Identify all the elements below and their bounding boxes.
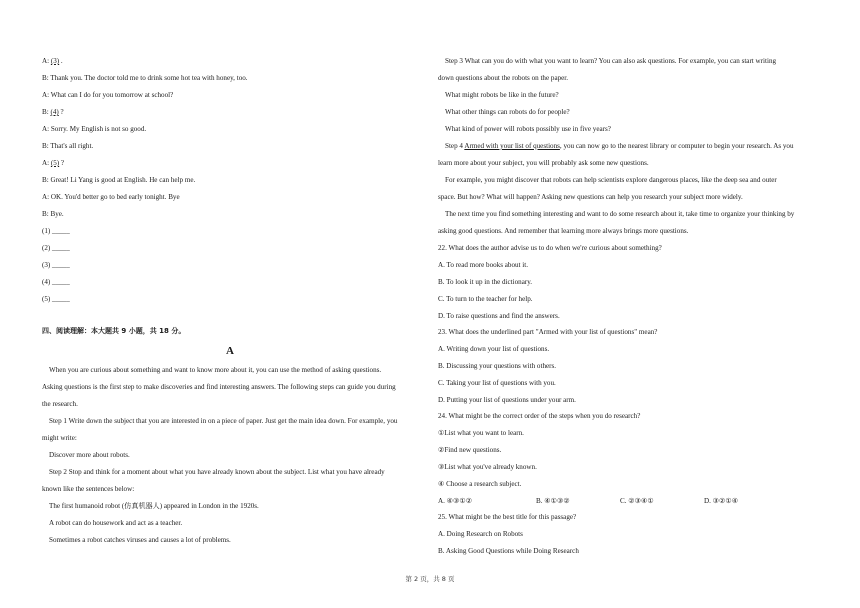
option[interactable]: A. Doing Research on Robots [438,530,523,538]
passage-line: the research. [42,400,78,408]
passage-line: What kind of power will robots possibly use in five years? [445,125,611,133]
step-item: ②Find new questions. [438,446,502,454]
step-item: ④ Choose a research subject. [438,480,522,488]
answer-blank[interactable]: (2) _____ [42,244,70,252]
passage-line: Sometimes a robot catches viruses and causes a lot of problems. [49,536,231,544]
dialogue-line: A: What can I do for you tomorrow at school? [42,91,174,99]
dialogue-line: A: (3) . [42,57,63,65]
answer-blank[interactable]: (5) _____ [42,295,70,303]
page-footer: 第 2 页，共 8 页 [405,575,455,583]
dialogue-line: B: Great! Li Yang is good at English. He can help me. [42,176,196,184]
question-24: 24. What might be the correct order of the steps when you do research? [438,412,641,420]
passage-line: When you are curious about something and want to know more about it, you can use the method of asking questions. [49,366,382,374]
passage-line: down questions about the robots on the paper. [438,74,569,82]
option[interactable]: C. Taking your list of questions with you. [438,379,556,387]
option[interactable]: D. ③②①④ [704,497,739,505]
option[interactable]: C. ②③④① [620,497,654,505]
question-22: 22. What does the author advise us to do when we're curious about something? [438,244,662,252]
dialogue-line: A: Sorry. My English is not so good. [42,125,147,133]
option[interactable]: B. To look it up in the dictionary. [438,278,533,286]
passage-line: Step 4 Armed with your list of questions, you can now go to the nearest library or computer to begin your research. As you [445,142,794,150]
option[interactable]: B. ④①③② [536,497,570,505]
option[interactable]: D. Putting your list of questions under your arm. [438,396,576,404]
passage-line: What might robots be like in the future? [445,91,559,99]
passage-line: The next time you find something interesting and want to do some research about it, take time to organize your thinking by [445,210,795,218]
option[interactable]: C. To turn to the teacher for help. [438,295,533,303]
step-item: ①List what you want to learn. [438,429,524,437]
question-25: 25. What might be the best title for this passage? [438,513,577,521]
question-23: 23. What does the underlined part "Armed with your list of questions" mean? [438,328,658,336]
dialogue-line: B: That's all right. [42,142,94,150]
option[interactable]: D. To raise questions and find the answers. [438,312,560,320]
option[interactable]: A. To read more books about it. [438,261,528,269]
underlined-phrase: Armed with your list of questions [464,142,560,150]
option[interactable]: B. Discussing your questions with others. [438,362,557,370]
passage-line: A robot can do housework and act as a teacher. [49,519,183,527]
option[interactable]: A. ④③①② [438,497,473,505]
dialogue-line: A: OK. You'd better go to bed early tonight. Bye [42,193,180,201]
passage-line: Discover more about robots. [49,451,130,459]
option[interactable]: B. Asking Good Questions while Doing Research [438,547,579,555]
answer-blank[interactable]: (3) _____ [42,261,70,269]
passage-line: learn more about your subject, you will probably ask some new questions. [438,159,649,167]
passage-line: might write: [42,434,77,442]
answer-blank[interactable]: (4) _____ [42,278,70,286]
passage-line: Asking questions is the first step to make discoveries and find interesting answers. The following steps can guide you during [42,383,396,391]
answer-blank[interactable]: (1) _____ [42,227,70,235]
step-item: ③List what you've already known. [438,463,537,471]
dialogue-line: B: Thank you. The doctor told me to drink some hot tea with honey, too. [42,74,248,82]
passage-line: The first humanoid robot (仿真机器人) appeared in London in the 1920s. [49,502,259,510]
passage-line: space. But how? What will happen? Asking new questions can help you research your subject more widely. [438,193,743,201]
dialogue-line: B: (4) ? [42,108,64,116]
passage-line: Step 1 Write down the subject that you are interested in on a piece of paper. Just get the main idea down. For example, you [49,417,398,425]
dialogue-line: B: Bye. [42,210,64,218]
passage-line: asking good questions. And remember that learning more always brings more questions. [438,227,689,235]
passage-line: What other things can robots do for people? [445,108,570,116]
passage-line: For example, you might discover that robots can help scientists explore dangerous places, like the deep sea and outer [445,176,777,184]
option[interactable]: A. Writing down your list of questions. [438,345,550,353]
passage-letter: A [226,345,234,357]
passage-line: Step 2 Stop and think for a moment about what you have already known about the subject. List what you have already [49,468,385,476]
dialogue-line: A: (5) ? [42,159,65,167]
section-heading: 四、阅读理解：本大题共 9 小题，共 18 分。 [42,327,186,335]
passage-line: Step 3 What can you do with what you want to learn? You can also ask questions. For example, you can start writing [445,57,777,65]
passage-line: known like the sentences below: [42,485,135,493]
